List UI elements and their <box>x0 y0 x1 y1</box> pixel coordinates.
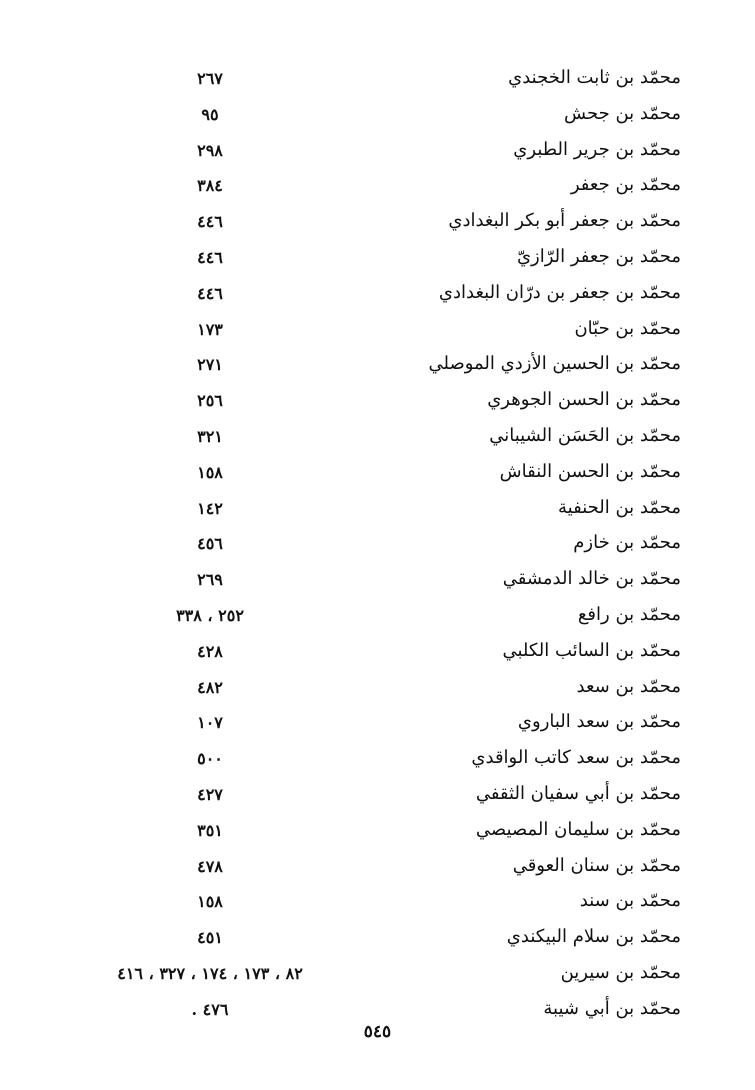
index-entry <box>0 742 755 778</box>
entry-name: محمّد بن سند <box>579 890 681 912</box>
entry-name: محمّد بن جعفر أبو بكر البغدادي <box>448 210 681 232</box>
entry-name: محمّد بن جرير الطبري <box>513 138 681 160</box>
entry-pages: ٢٩٨ <box>197 140 223 160</box>
index-entry <box>0 384 755 420</box>
index-entry <box>0 957 755 993</box>
entry-pages: ٤٢٨ <box>197 641 223 661</box>
entry-name: محمّد بن سعد كاتب الواقدي <box>471 747 681 769</box>
index-entry <box>0 492 755 528</box>
entry-pages: ٢٦٧ <box>197 69 223 88</box>
index-entry <box>0 671 755 707</box>
entry-name: محمّد بن خازم <box>573 532 681 554</box>
index-entry <box>0 921 755 957</box>
entry-name: محمّد بن جعفر بن درّان البغدادي <box>438 281 681 303</box>
index-entry <box>0 134 755 170</box>
index-entry <box>0 420 755 456</box>
entry-pages: ٤٨٢ <box>197 677 223 697</box>
entry-name: محمّد بن جعفر الرّازيّ <box>516 245 681 267</box>
entry-pages: ١٥٨ <box>197 892 223 912</box>
index-entry <box>0 205 755 241</box>
entry-pages: ٤٧٨ <box>197 856 223 876</box>
entry-pages: ٤٤٦ <box>197 247 223 267</box>
entry-pages: ٣٥١ <box>197 820 223 840</box>
index-entry <box>0 814 755 850</box>
entry-pages: ١٧٣ <box>197 319 223 339</box>
entry-pages: ٤٧٦ . <box>191 999 229 1019</box>
entry-name: محمّد بن الحسين الأزدي الموصلي <box>428 353 681 375</box>
index-entry <box>0 277 755 313</box>
index-entry <box>0 599 755 635</box>
index-entry <box>0 527 755 563</box>
index-entry <box>0 313 755 349</box>
entry-name: محمّد بن أبي شيبة <box>543 997 681 1019</box>
entry-name: محمّد بن رافع <box>577 603 681 625</box>
entry-pages: ٣٢١ <box>197 426 223 446</box>
entry-pages: ٤٤٦ <box>197 283 223 303</box>
index-entry <box>0 241 755 277</box>
entry-name: محمّد بن سليمان المصيصي <box>475 818 681 840</box>
entry-name: محمّد بن جعفر <box>570 174 681 196</box>
index-entry <box>0 706 755 742</box>
index-entry <box>0 348 755 384</box>
entry-pages: ٨٢ ، ١٧٣ ، ١٧٤ ، ٣٢٧ ، ٤١٦ <box>117 963 303 983</box>
entry-pages: ٥٠٠ <box>197 749 223 769</box>
entry-pages: ٤٤٦ <box>197 212 223 232</box>
entry-pages: ١٥٨ <box>197 462 223 482</box>
entry-pages: ٢٦٩ <box>197 570 223 590</box>
entry-pages: ٤٥١ <box>197 928 223 948</box>
entry-name: محمّد بن الحسن النقاش <box>499 460 681 482</box>
entry-name: محمّد بن حبّان <box>574 317 681 339</box>
entry-name: محمّد بن أبي سفيان الثقفي <box>475 782 681 804</box>
index-entry <box>0 98 755 134</box>
entry-name: محمّد بن جحش <box>564 102 681 124</box>
index-entry <box>0 62 755 98</box>
index-entries <box>0 62 755 1029</box>
entry-pages: ١٠٧ <box>197 713 223 733</box>
entry-name: محمّد بن خالد الدمشقي <box>502 568 681 590</box>
entry-pages: ٢٥٦ <box>197 391 223 411</box>
entry-name: محمّد بن سعد <box>576 675 681 697</box>
entry-pages: ٤٥٦ <box>197 534 223 554</box>
entry-name: محمّد بن الحنفية <box>558 496 681 518</box>
index-entry <box>0 778 755 814</box>
page-number: ٥٤٥ <box>363 1022 392 1042</box>
entry-name: محمّد بن سنان العوقي <box>512 854 681 876</box>
entry-pages: ٤٢٧ <box>197 784 223 804</box>
entry-name: محمّد بن السائب الكلبي <box>502 639 681 661</box>
entry-name: محمّد بن سعد الباروي <box>517 711 681 733</box>
index-entry <box>0 169 755 205</box>
entry-pages: ١٤٢ <box>197 498 223 518</box>
index-entry <box>0 885 755 921</box>
entry-name: محمّد بن سيرين <box>560 961 681 983</box>
entry-pages: ٩٥ <box>201 104 219 124</box>
entry-pages: ٣٨٤ <box>197 176 223 196</box>
index-entry <box>0 635 755 671</box>
entry-name: محمّد بن الحسن الجوهري <box>487 389 681 411</box>
index-entry <box>0 456 755 492</box>
entry-name: محمّد بن سلام البيكندي <box>506 926 681 948</box>
entry-name: محمّد بن الحَسَن الشيباني <box>489 424 681 446</box>
entry-name: محمّد بن ثابت الخجندي <box>508 67 681 88</box>
entry-pages: ٢٧١ <box>197 355 223 375</box>
entry-pages: ٢٥٢ ، ٣٣٨ <box>176 605 244 625</box>
index-entry <box>0 563 755 599</box>
index-entry <box>0 850 755 886</box>
